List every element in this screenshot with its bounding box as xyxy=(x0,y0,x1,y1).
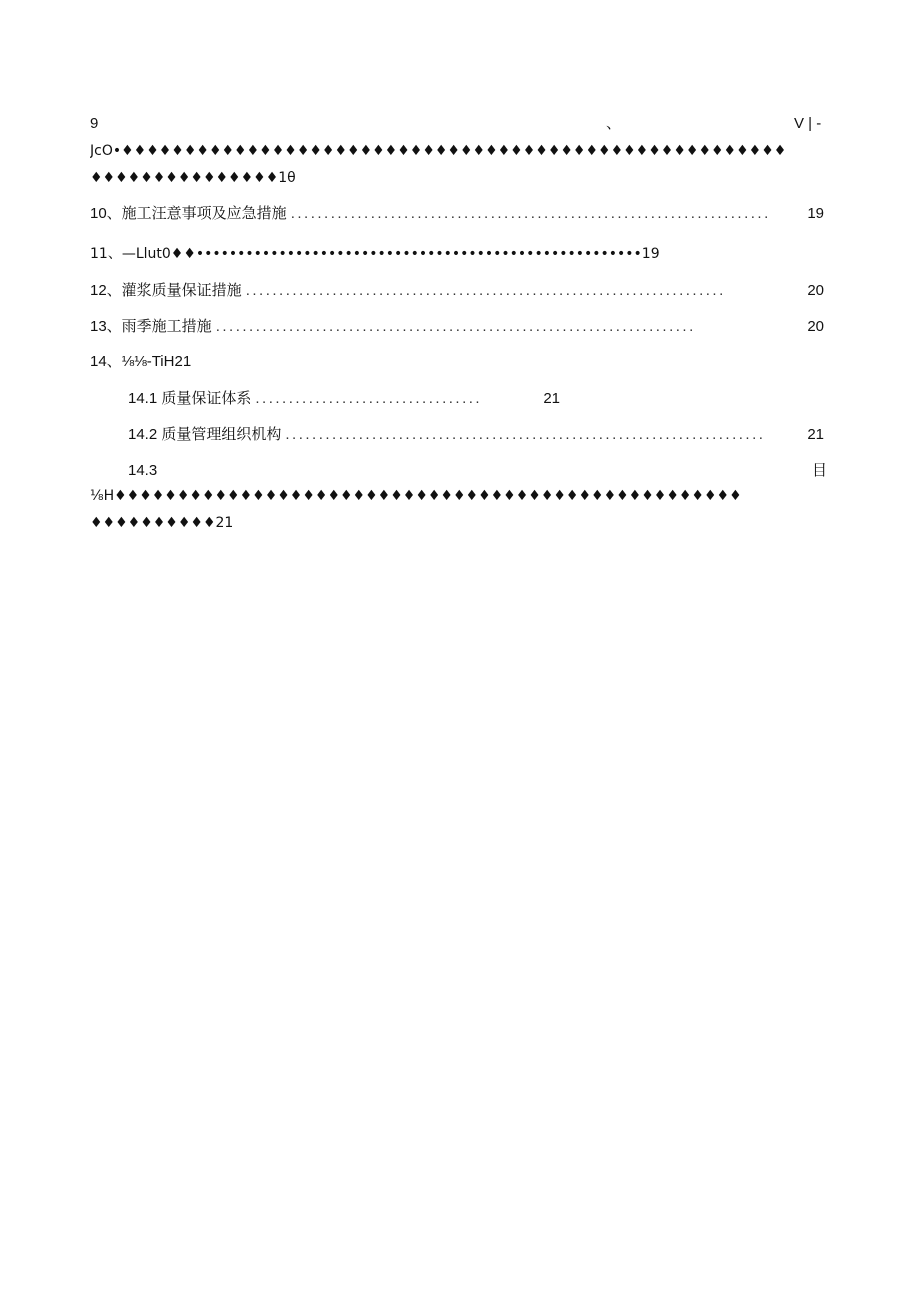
toc-entry-10[interactable] xyxy=(90,204,824,224)
toc-line-9-right: V | - xyxy=(794,115,822,132)
toc-entry-page: 19 xyxy=(807,205,824,222)
toc-line-9-garbled: JcO•♦♦♦♦♦♦♦♦♦♦♦♦♦♦♦♦♦♦♦♦♦♦♦♦♦♦♦♦♦♦♦♦♦♦♦♦♦♦♦♦♦♦♦♦♦♦♦♦♦♦♦♦♦ xyxy=(90,143,787,159)
toc-entry-page: 20 xyxy=(807,282,824,299)
toc-entry-12[interactable] xyxy=(90,281,824,301)
toc-entry-14-3-right: 目 xyxy=(812,462,828,479)
toc-entry-title: 14.1 质量保证体系 xyxy=(128,390,252,407)
toc-entry-title: 12、灌浆质量保证措施 xyxy=(90,282,242,299)
toc-entry-leader: ........................................................................ xyxy=(245,282,726,299)
toc-line-9-mark: 、 xyxy=(606,115,622,132)
toc-line-9-garbled-cont: ♦♦♦♦♦♦♦♦♦♦♦♦♦♦♦1θ xyxy=(90,170,296,186)
toc-entry-title: 14.2 质量管理组织机构 xyxy=(128,426,282,443)
toc-entry-title: 13、雨季施工措施 xyxy=(90,318,212,335)
toc-entry-13[interactable] xyxy=(90,317,824,337)
toc-entry-11[interactable]: 11、—Llut0♦♦••••••••••••••••••••••••••••••••••••••••••••••••••••••19 xyxy=(90,246,660,262)
toc-entry-14-2[interactable] xyxy=(128,425,824,445)
toc-entry-page: 21 xyxy=(543,390,560,407)
toc-entry-leader: ........................................................................ xyxy=(215,318,696,335)
toc-entry-leader: ........................................................................ xyxy=(290,205,771,222)
toc-entry-leader: .................................. xyxy=(255,390,483,407)
toc-entry-14[interactable]: 14、⅛⅛-TiH21 xyxy=(90,353,192,370)
toc-entry-14-1[interactable] xyxy=(128,389,560,409)
toc-entry-page: 20 xyxy=(807,318,824,335)
toc-entry-leader: ........................................................................ xyxy=(285,426,766,443)
toc-entry-14-3-garbled: ⅛H♦♦♦♦♦♦♦♦♦♦♦♦♦♦♦♦♦♦♦♦♦♦♦♦♦♦♦♦♦♦♦♦♦♦♦♦♦♦♦♦♦♦♦♦♦♦♦♦♦♦ xyxy=(90,488,742,504)
toc-entry-14-3-number[interactable]: 14.3 xyxy=(128,462,158,479)
toc-entry-page: 21 xyxy=(807,426,824,443)
toc-line-9-number: 9 xyxy=(90,115,99,132)
toc-entry-14-3-garbled-cont: ♦♦♦♦♦♦♦♦♦♦21 xyxy=(90,515,234,531)
toc-entry-title: 10、施工汪意事项及应急措施 xyxy=(90,205,287,222)
